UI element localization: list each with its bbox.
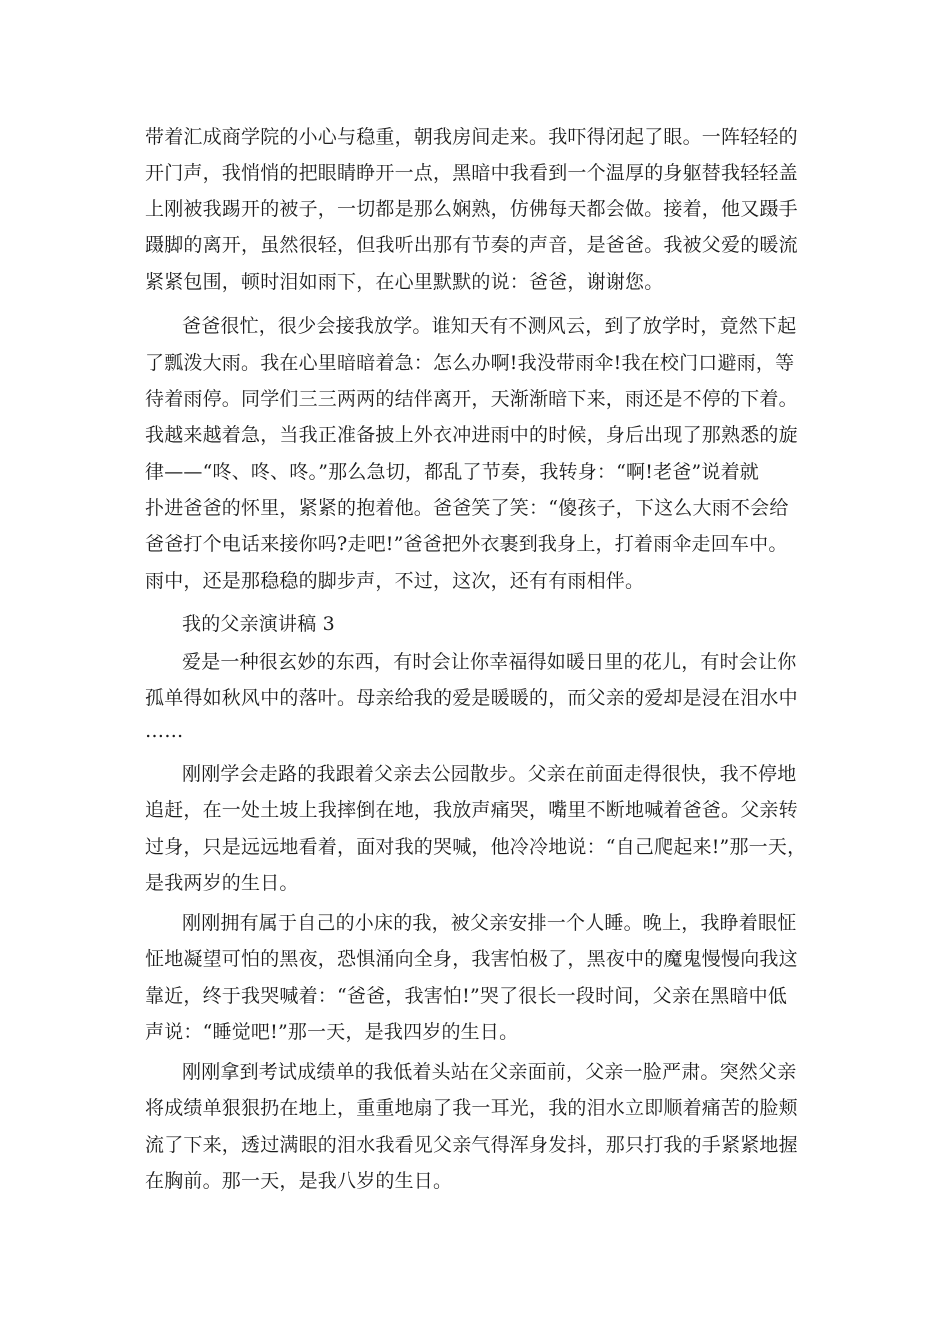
paragraph-start-line: 刚刚拿到考试成绩单的我低着头站在父亲面前，父亲一脸严肃。突然父亲	[182, 1061, 797, 1083]
paragraph-start-line: 刚刚学会走路的我跟着父亲去公园散步。父亲在前面走得很快，我不停地	[182, 763, 797, 785]
text-line: 孤单得如秋风中的落叶。母亲给我的爱是暖暖的，而父亲的爱却是浸在泪水中	[145, 687, 798, 709]
text-line: 怔地凝望可怕的黑夜，恐惧涌向全身，我害怕极了，黑夜中的魔鬼慢慢向我这	[145, 948, 798, 970]
paragraph-start-line: 爱是一种很玄妙的东西，有时会让你幸福得如暖日里的花儿，有时会让你	[182, 651, 797, 673]
text-line: 我越来越着急，当我正准备披上外衣冲进雨中的时候，身后出现了那熟悉的旋	[145, 424, 798, 446]
text-line: 将成绩单狠狠扔在地上，重重地扇了我一耳光，我的泪水立即顺着痛苦的脸颊	[145, 1097, 798, 1119]
text-line: 声说：“睡觉吧!”那一天，是我四岁的生日。	[145, 1021, 519, 1043]
text-line: 了瓢泼大雨。我在心里暗暗着急：怎么办啊!我没带雨伞!我在校门口避雨，等	[145, 352, 795, 374]
paragraph-start-line: 爸爸很忙，很少会接我放学。谁知天有不测风云，到了放学时，竟然下起	[182, 315, 797, 337]
text-line: 雨中，还是那稳稳的脚步声，不过，这次，还有有雨相伴。	[145, 570, 645, 592]
text-line: ……	[145, 720, 184, 742]
text-line: 在胸前。那一天，是我八岁的生日。	[145, 1170, 453, 1192]
text-line: 追赶，在一处土坡上我摔倒在地，我放声痛哭，嘴里不断地喊着爸爸。父亲转	[145, 799, 798, 821]
text-line: 蹑脚的离开，虽然很轻，但我听出那有节奏的声音，是爸爸。我被父爱的暖流	[145, 234, 798, 256]
text-line: 爸爸打个电话来接你吗?走吧!”爸爸把外衣裹到我身上，打着雨伞走回车中。	[145, 533, 788, 555]
text-line: 扑进爸爸的怀里，紧紧的抱着他。爸爸笑了笑：“傻孩子，下这么大雨不会给	[145, 497, 789, 519]
text-line: 紧紧包围，顿时泪如雨下，在心里默默的说：爸爸，谢谢您。	[145, 271, 664, 293]
text-line: 靠近，终于我哭喊着：“爸爸，我害怕!”哭了很长一段时间，父亲在黑暗中低	[145, 985, 788, 1007]
section-heading: 我的父亲演讲稿 3	[182, 613, 335, 635]
paragraph-start-line: 刚刚拥有属于自己的小床的我，被父亲安排一个人睡。晚上，我睁着眼怔	[182, 912, 797, 934]
text-line: 上刚被我踢开的被子，一切都是那么娴熟，仿佛每天都会做。接着，他又蹑手	[145, 198, 798, 220]
text-line: 过身，只是远远地看着，面对我的哭喊，他冷冷地说：“自己爬起来!”那一天，	[145, 836, 807, 858]
text-line: 流了下来，透过满眼的泪水我看见父亲气得浑身发抖，那只打我的手紧紧地握	[145, 1134, 798, 1156]
text-line: 律——“咚、咚、咚。”那么急切，都乱了节奏，我转身：“啊!老爸”说着就	[145, 461, 759, 483]
text-line: 待着雨停。同学们三三两两的结伴离开，天渐渐暗下来，雨还是不停的下着。	[145, 388, 798, 410]
text-line: 带着汇成商学院的小心与稳重，朝我房间走来。我吓得闭起了眼。一阵轻轻的	[145, 126, 798, 148]
text-line: 开门声，我悄悄的把眼睛睁开一点，黑暗中我看到一个温厚的身躯替我轻轻盖	[145, 162, 798, 184]
text-line: 是我两岁的生日。	[145, 872, 299, 894]
